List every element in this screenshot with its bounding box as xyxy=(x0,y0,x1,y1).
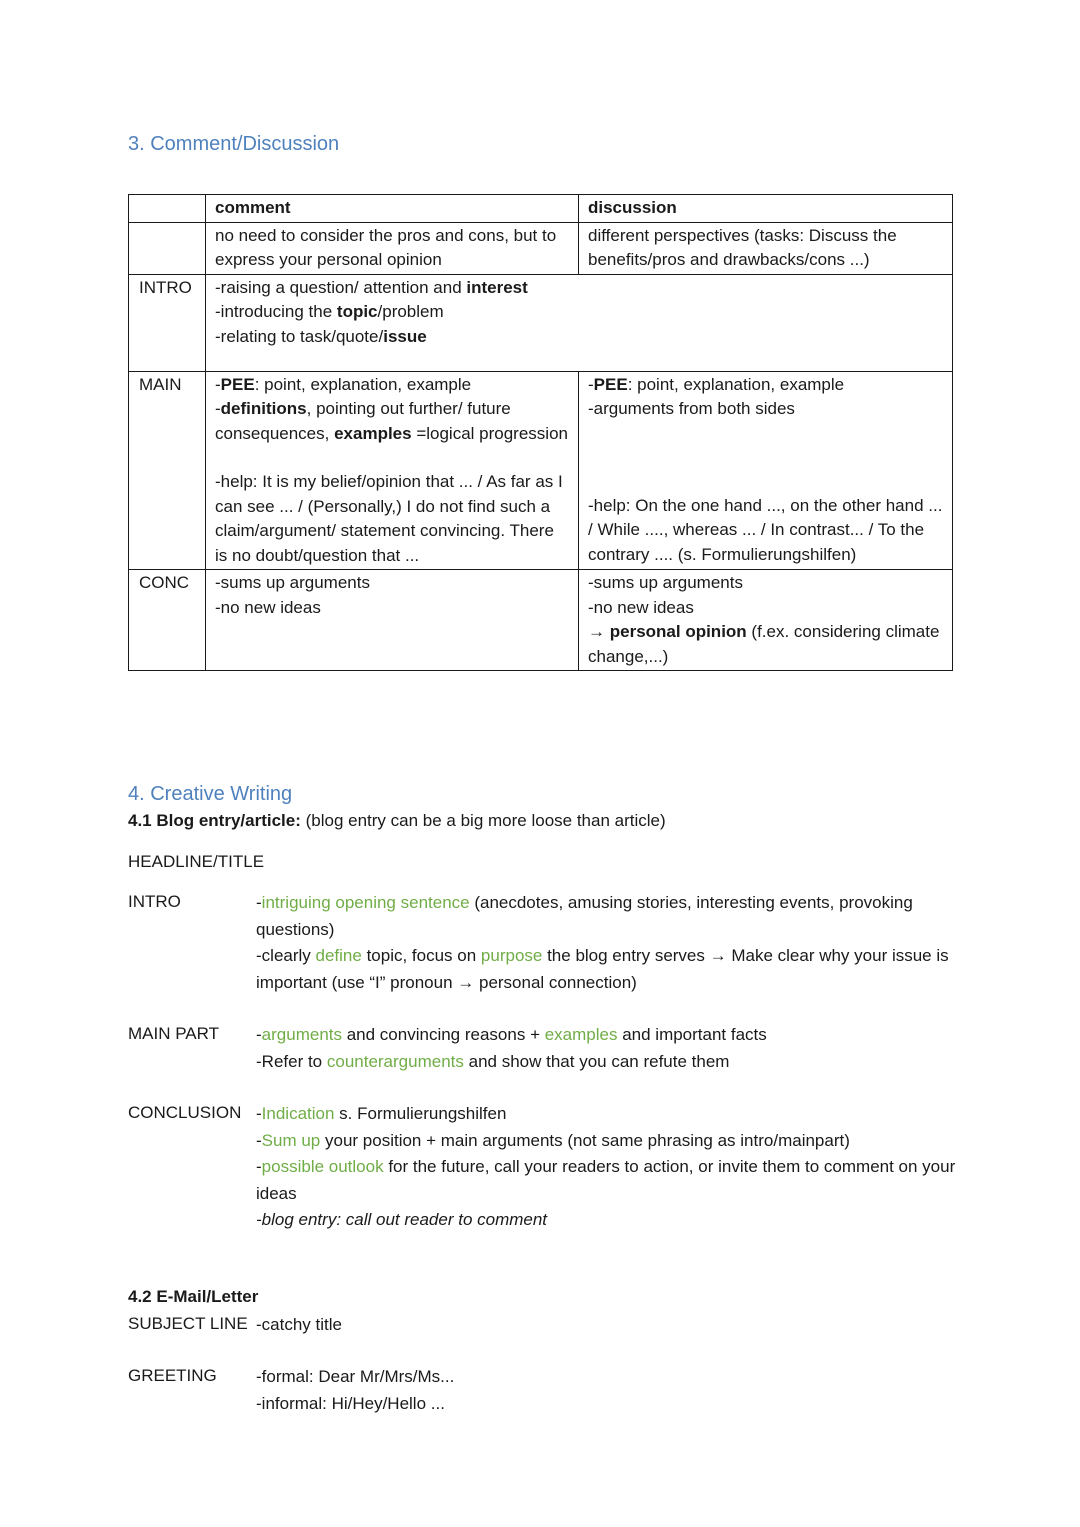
table-row-main xyxy=(129,371,953,570)
headline-label: HEADLINE/TITLE xyxy=(128,852,265,871)
intro-line-3: -relating to task/quote/issue xyxy=(215,326,427,346)
comment-discussion-table xyxy=(128,194,953,671)
table-definition-row xyxy=(129,222,953,274)
blog-conclusion-line-4: -blog entry: call out reader to comment xyxy=(256,1210,548,1229)
blog-main-line-2: -Refer to counterarguments and show that you can refute them xyxy=(256,1051,730,1071)
main-comment-cell xyxy=(206,371,579,570)
blog-conclusion-line-1: -Indication s. Formulierungshilfen xyxy=(256,1104,507,1123)
intro-line-2: -introducing the topic/problem xyxy=(215,302,444,321)
intro-comment-cell xyxy=(206,274,953,371)
blog-intro-line-1: -intriguing opening sentence (anecdotes, amusing stories, interesting events, provoking questions) xyxy=(256,893,913,939)
greeting-formal: -formal: Dear Mr/Mrs/Ms... xyxy=(256,1367,455,1386)
definition-discussion: different perspectives (tasks: Discuss the benefits/pros and drawbacks/cons ...) xyxy=(579,222,953,274)
blog-intro-line-2: -clearly define topic, focus on purpose the blog entry serves → Make clear why your issue is important (use “I” pronoun → personal connection) xyxy=(256,946,949,992)
row-label-main: MAIN xyxy=(129,371,206,570)
row-label-conc: CONC xyxy=(129,570,206,671)
blog-intro-text xyxy=(256,890,956,996)
subsection-4-1: 4.1 Blog entry/article: (blog entry can be a big more loose than article) xyxy=(128,811,666,830)
blog-intro-label: INTRO xyxy=(128,892,181,911)
intro-line-1: -raising a question/ attention and interest xyxy=(215,277,528,297)
blog-conclusion-label: CONCLUSION xyxy=(128,1103,242,1122)
section-4-heading: 4. Creative Writing xyxy=(128,783,293,805)
empty-cell xyxy=(129,195,206,223)
conc-discussion-line-3: → personal opinion (f.ex. considering climate change,...) xyxy=(588,622,940,666)
greeting-label: GREETING xyxy=(128,1366,217,1385)
blog-conclusion-line-2: -Sum up your position + main arguments (not same phrasing as intro/mainpart) xyxy=(256,1130,850,1150)
arrow-icon: → xyxy=(588,622,610,641)
definition-comment: no need to consider the pros and cons, but to express your personal opinion xyxy=(206,222,579,274)
main-discussion-pee: -PEE: point, explanation, example xyxy=(588,374,845,394)
blog-conclusion-text xyxy=(256,1101,956,1234)
subject-line-label: SUBJECT LINE xyxy=(128,1314,248,1333)
blog-conclusion-line-3: -possible outlook for the future, call your readers to action, or invite them to comment on your ideas xyxy=(256,1157,956,1203)
blog-main-part-label: MAIN PART xyxy=(128,1024,219,1043)
main-comment-pee: -PEE: point, explanation, example xyxy=(215,374,472,394)
main-comment-definitions: -definitions, pointing out further/ future consequences, examples =logical progression xyxy=(215,399,568,443)
header-discussion: discussion xyxy=(579,195,953,223)
empty-cell xyxy=(129,222,206,274)
main-discussion-cell xyxy=(579,371,953,570)
conc-comment-line-1: -sums up arguments xyxy=(215,573,370,592)
subject-line-value: -catchy title xyxy=(256,1315,342,1334)
conc-discussion-cell xyxy=(579,570,953,671)
main-discussion-arguments: -arguments from both sides xyxy=(588,399,795,418)
section-3-heading: 3. Comment/Discussion xyxy=(128,133,340,155)
blog-main-part-text xyxy=(256,1022,956,1075)
greeting-text xyxy=(256,1364,956,1417)
table-row-conc xyxy=(129,570,953,671)
conc-comment-line-2: -no new ideas xyxy=(215,597,321,617)
row-label-intro: INTRO xyxy=(129,274,206,371)
table-row-intro xyxy=(129,274,953,371)
header-comment: comment xyxy=(206,195,579,223)
greeting-informal: -informal: Hi/Hey/Hello ... xyxy=(256,1393,445,1413)
table-header-row xyxy=(129,195,953,223)
conc-comment-cell xyxy=(206,570,579,671)
main-discussion-help: -help: On the one hand ..., on the other hand ... / While ...., whereas ... / In contrast... / To the contrary .... (s. Formulierungshilfen) xyxy=(588,495,943,564)
subsection-4-2: 4.2 E-Mail/Letter xyxy=(128,1287,259,1306)
conc-discussion-line-1: -sums up arguments xyxy=(588,573,743,592)
conc-discussion-line-2: -no new ideas xyxy=(588,597,694,617)
blog-main-line-1: -arguments and convincing reasons + examples and important facts xyxy=(256,1025,767,1044)
main-comment-help: -help: It is my belief/opinion that ... / As far as I can see ... / (Personally,) I do not find such a claim/argument/ statement convincing. There is no doubt/question that ... xyxy=(215,472,563,565)
